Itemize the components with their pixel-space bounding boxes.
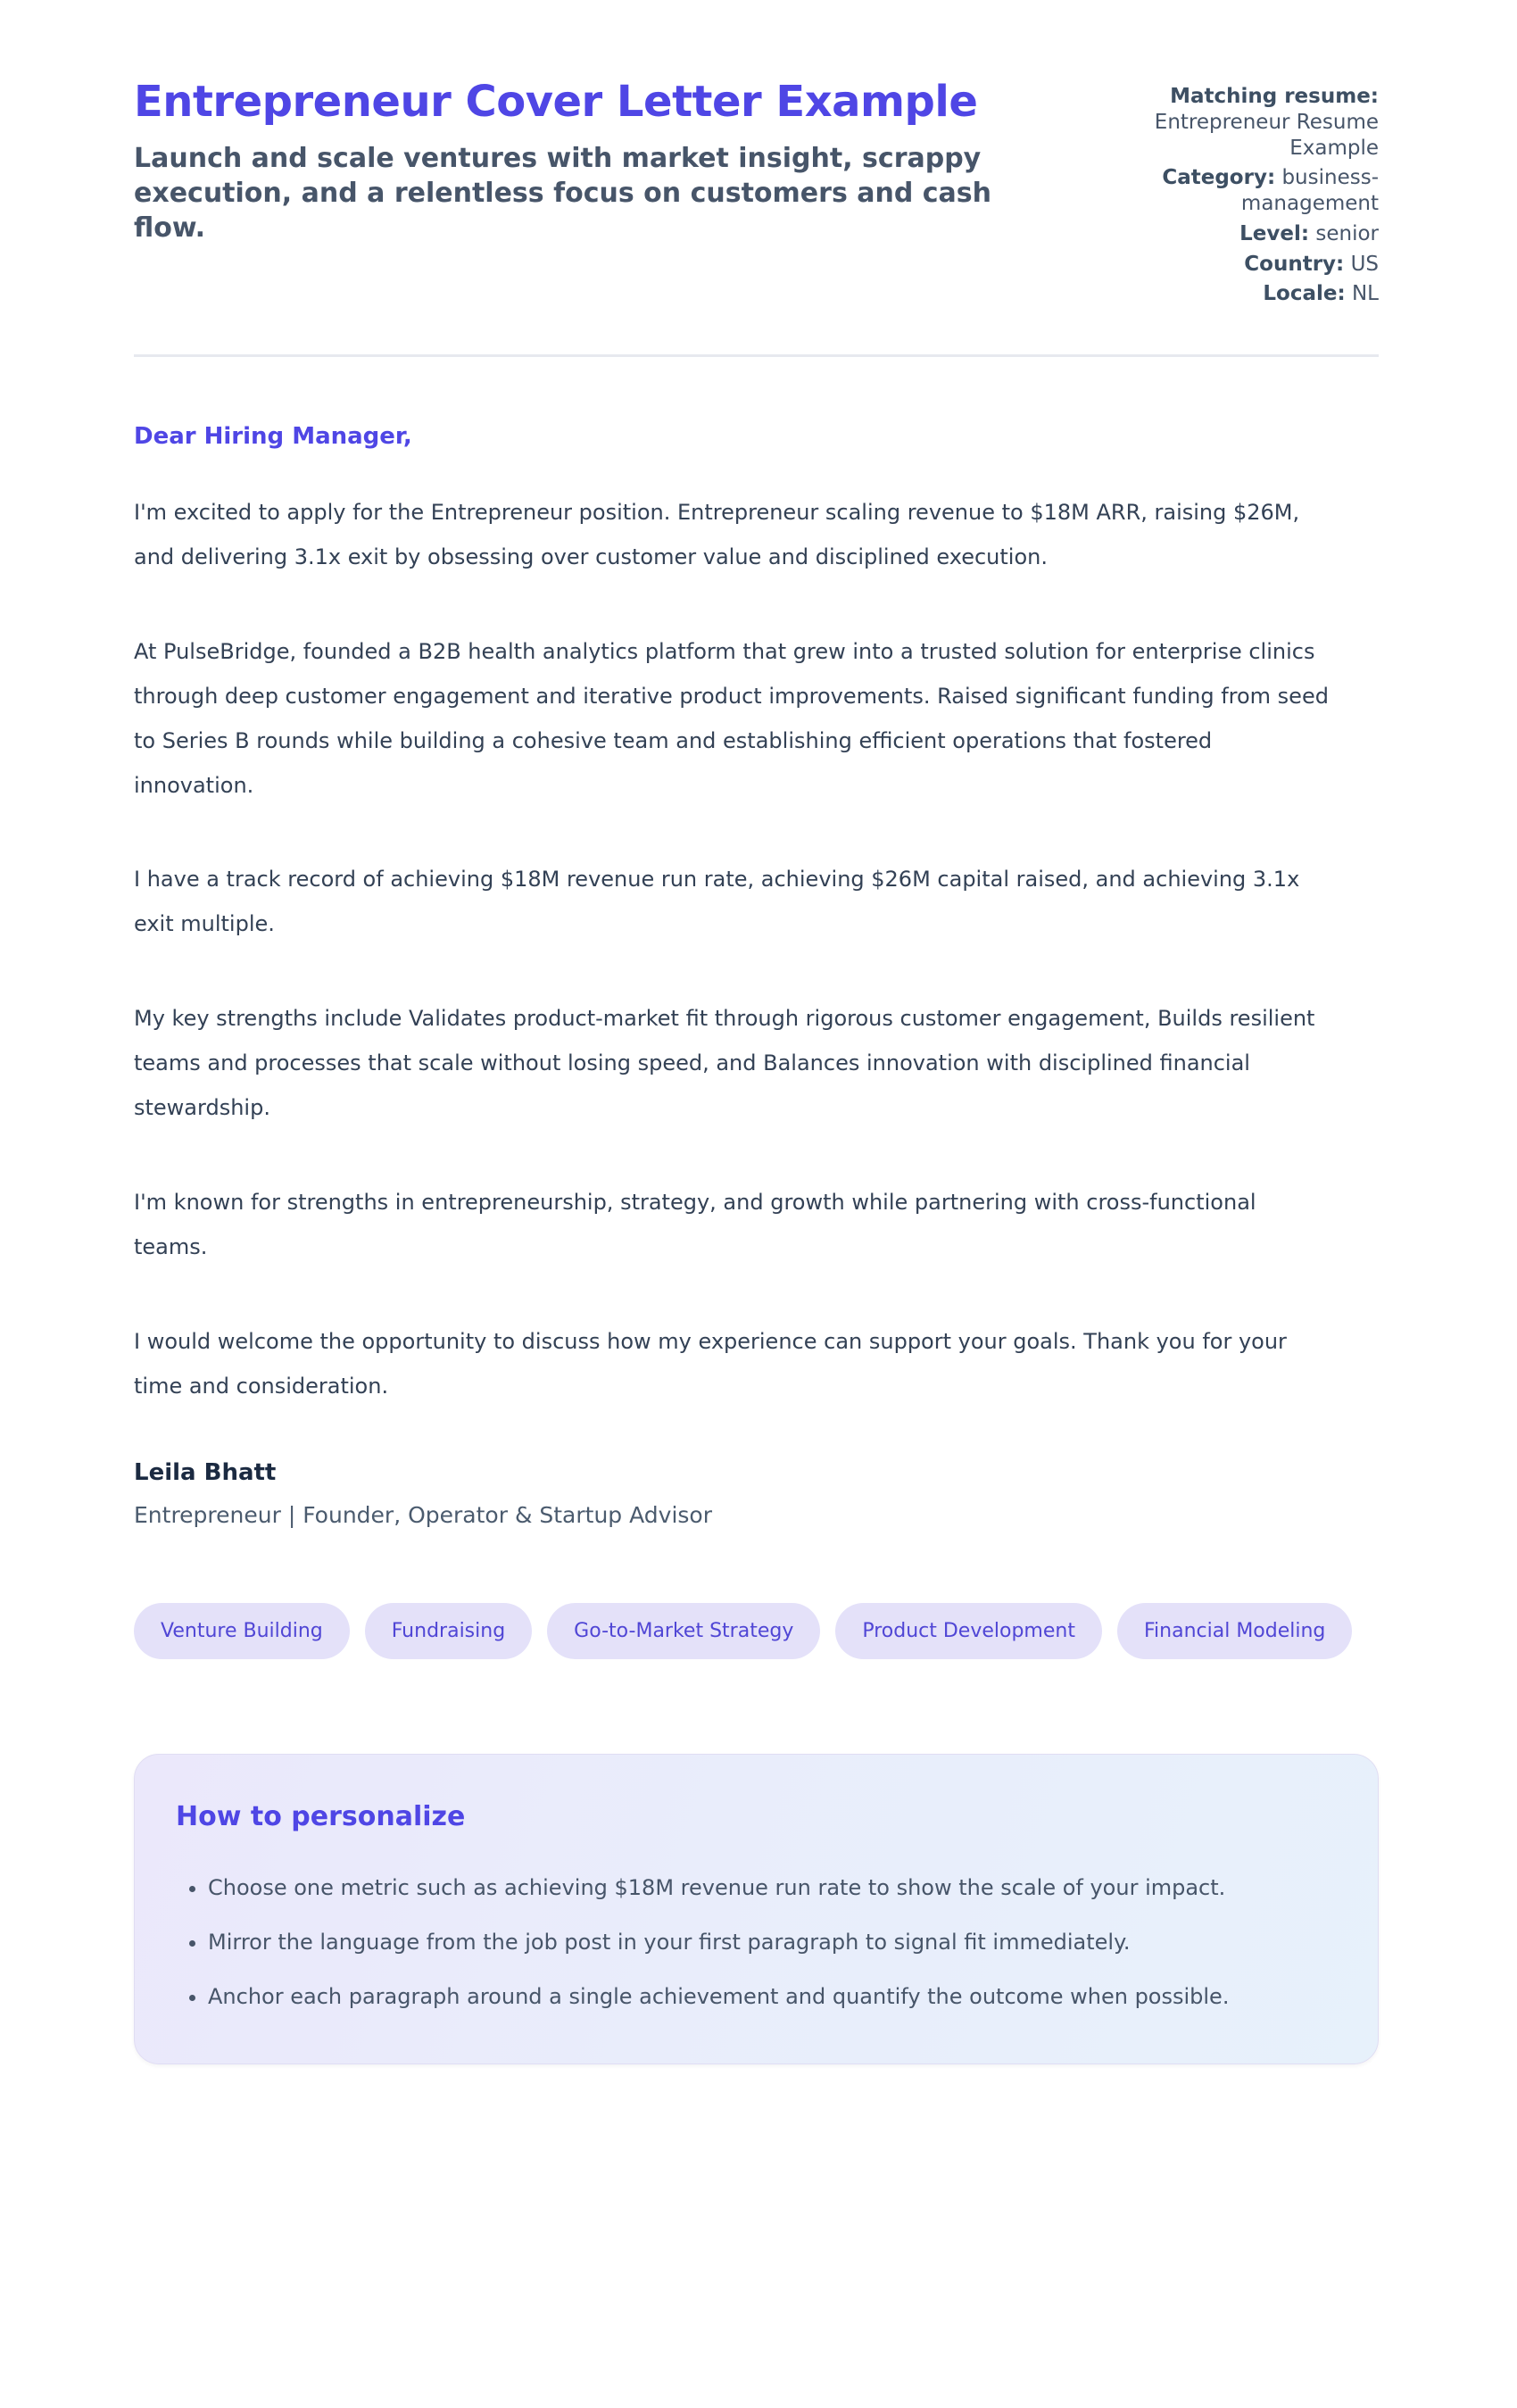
skill-tag-venture-building[interactable]: Venture Building	[134, 1603, 350, 1659]
meta-label: Matching resume:	[1170, 85, 1379, 108]
page-subtitle: Launch and scale ventures with market insight, scrappy execution, and a relentless focus on customers and cash flow.	[134, 142, 992, 244]
header-title-block	[134, 77, 1035, 245]
personalize-tip-3: • Anchor each paragraph around a single achievement and quantify the outcome when possible.	[208, 1975, 1314, 2019]
signature-name: Leila Bhatt	[134, 1458, 277, 1486]
meta-label: Country:	[1244, 252, 1345, 276]
meta-value: Entrepreneur Resume Example	[1154, 110, 1379, 160]
letter-paragraph-3: I have a track record of achieving $18M revenue run rate, achieving $26M capital raised, and achieving 3.1x exit multiple.	[134, 867, 1300, 937]
meta-row-matching-resume	[1100, 84, 1379, 161]
skill-tag-financial-modeling[interactable]: Financial Modeling	[1117, 1603, 1352, 1659]
letter-paragraph-2: At PulseBridge, founded a B2B health analytics platform that grew into a trusted solution for enterprise clinics through deep customer engagement and iterative product improvements. Raised significant funding from seed to Series B rounds while building a cohesive team and establishing efficient operations that fostered innovation.	[134, 638, 1329, 798]
personalize-tip-2: • Mirror the language from the job post in your first paragraph to signal fit immediately.	[208, 1921, 1314, 1964]
personalize-tip-1: • Choose one metric such as achieving $18M revenue run rate to show the scale of your impact.	[208, 1866, 1314, 1910]
skill-tag-list	[134, 1603, 1379, 1659]
meta-row-locale	[1100, 281, 1379, 307]
signature-role: Entrepreneur | Founder, Operator & Startup Advisor	[134, 1501, 712, 1528]
meta-label: Level:	[1239, 221, 1310, 245]
meta-value: business-management	[1240, 166, 1379, 215]
salutation: Dear Hiring Manager,	[134, 423, 412, 450]
meta-row-country	[1100, 252, 1379, 278]
personalize-callout	[134, 1754, 1379, 2065]
page-header	[134, 77, 1379, 311]
letter-paragraph-4: My key strengths include Validates product-market fit through rigorous customer engagement, Builds resilient teams and processes that scale without losing speed, and Balances innovation with disciplined financial stewardship.	[134, 1006, 1315, 1121]
resume-meta-panel	[1100, 77, 1379, 311]
cover-letter-body	[134, 423, 1379, 1528]
skill-tag-go-to-market-strategy[interactable]: Go-to-Market Strategy	[547, 1603, 820, 1659]
signature-block	[134, 1459, 1379, 1528]
letter-paragraph-5: I'm known for strengths in entrepreneurship, strategy, and growth while partnering with cross-functional teams.	[134, 1189, 1256, 1259]
meta-label: Category:	[1162, 166, 1276, 190]
page-title: Entrepreneur Cover Letter Example	[134, 77, 978, 127]
meta-value: NL	[1351, 282, 1379, 306]
letter-paragraph-6: I would welcome the opportunity to discuss how my experience can support your goals. Thank you for your time and consideration.	[134, 1328, 1287, 1399]
meta-value: US	[1350, 252, 1379, 276]
meta-row-category	[1100, 165, 1379, 217]
letter-paragraph-1: I'm excited to apply for the Entrepreneur position. Entrepreneur scaling revenue to $18M ARR, raising $26M, and delivering 3.1x exit by obsessing over customer value and disciplined execution.	[134, 500, 1300, 569]
meta-value: senior	[1315, 221, 1379, 245]
personalize-tip-list	[176, 1866, 1337, 2020]
skill-tag-product-development[interactable]: Product Development	[835, 1603, 1102, 1659]
meta-row-level	[1100, 221, 1379, 247]
meta-label: Locale:	[1263, 282, 1346, 306]
header-divider	[134, 354, 1379, 357]
personalize-title: How to personalize	[176, 1800, 466, 1832]
skill-tag-fundraising[interactable]: Fundraising	[365, 1603, 532, 1659]
